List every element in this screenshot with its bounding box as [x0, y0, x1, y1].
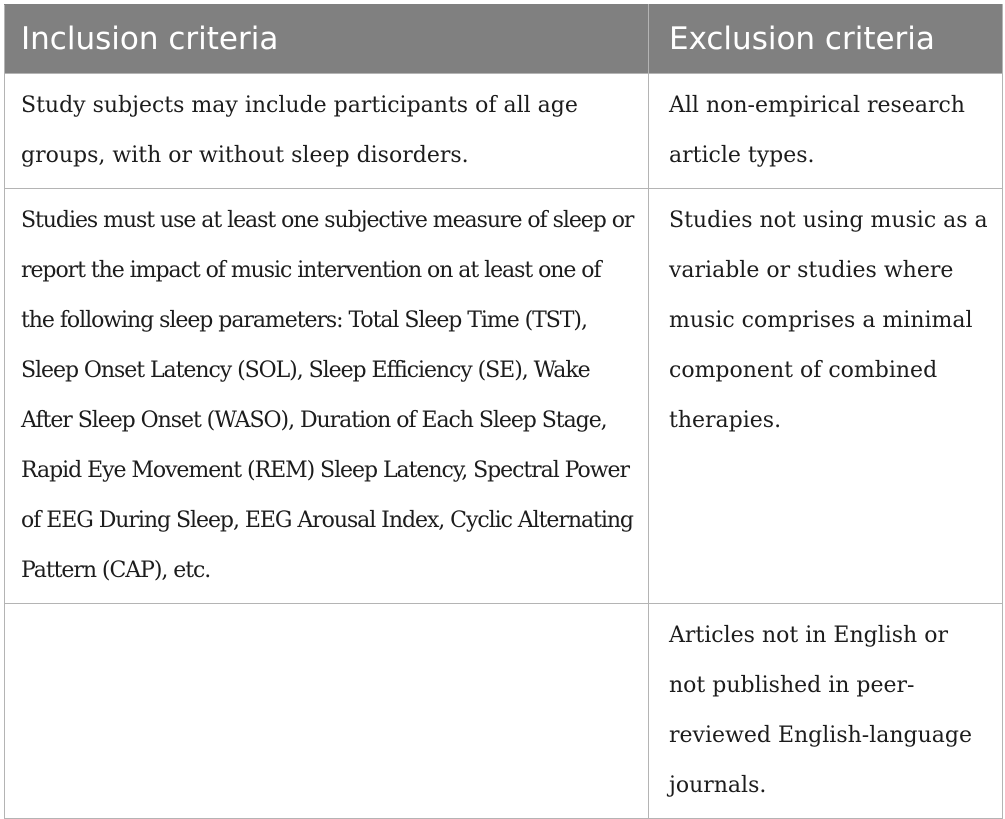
header-row — [5, 5, 1003, 74]
table-row — [5, 74, 1003, 189]
inclusion-cell: Studies must use at least one subjective measure of sleep or report the impact of music intervention on at least one of the following sleep parameters: Total Sleep Time (TST), Sleep Onset Latency (SOL), Sleep Efficiency (SE), Wake After Sleep Onset (WASO), Duration of Each Sleep Stage, Rapid Eye Movement (REM) Sleep Latency, Spectral Power of EEG During Sleep, EEG Arousal Index, Cyclic Alternating Pattern (CAP), etc. — [5, 189, 649, 604]
exclusion-cell: Studies not using music as a variable or studies where music comprises a minimal component of combined therapies. — [649, 189, 1003, 604]
criteria-table — [4, 4, 1003, 819]
table-body — [5, 74, 1003, 819]
table-row — [5, 189, 1003, 604]
table-row — [5, 604, 1003, 819]
inclusion-criteria-header: Inclusion criteria — [5, 5, 649, 74]
inclusion-cell: Study subjects may include participants of all age groups, with or without sleep disorders. — [5, 74, 649, 189]
exclusion-cell: All non-empirical research article types. — [649, 74, 1003, 189]
exclusion-cell: Articles not in English or not published in peer-reviewed English-language journals. — [649, 604, 1003, 819]
table-header — [5, 5, 1003, 74]
inclusion-cell — [5, 604, 649, 819]
exclusion-criteria-header: Exclusion criteria — [649, 5, 1003, 74]
